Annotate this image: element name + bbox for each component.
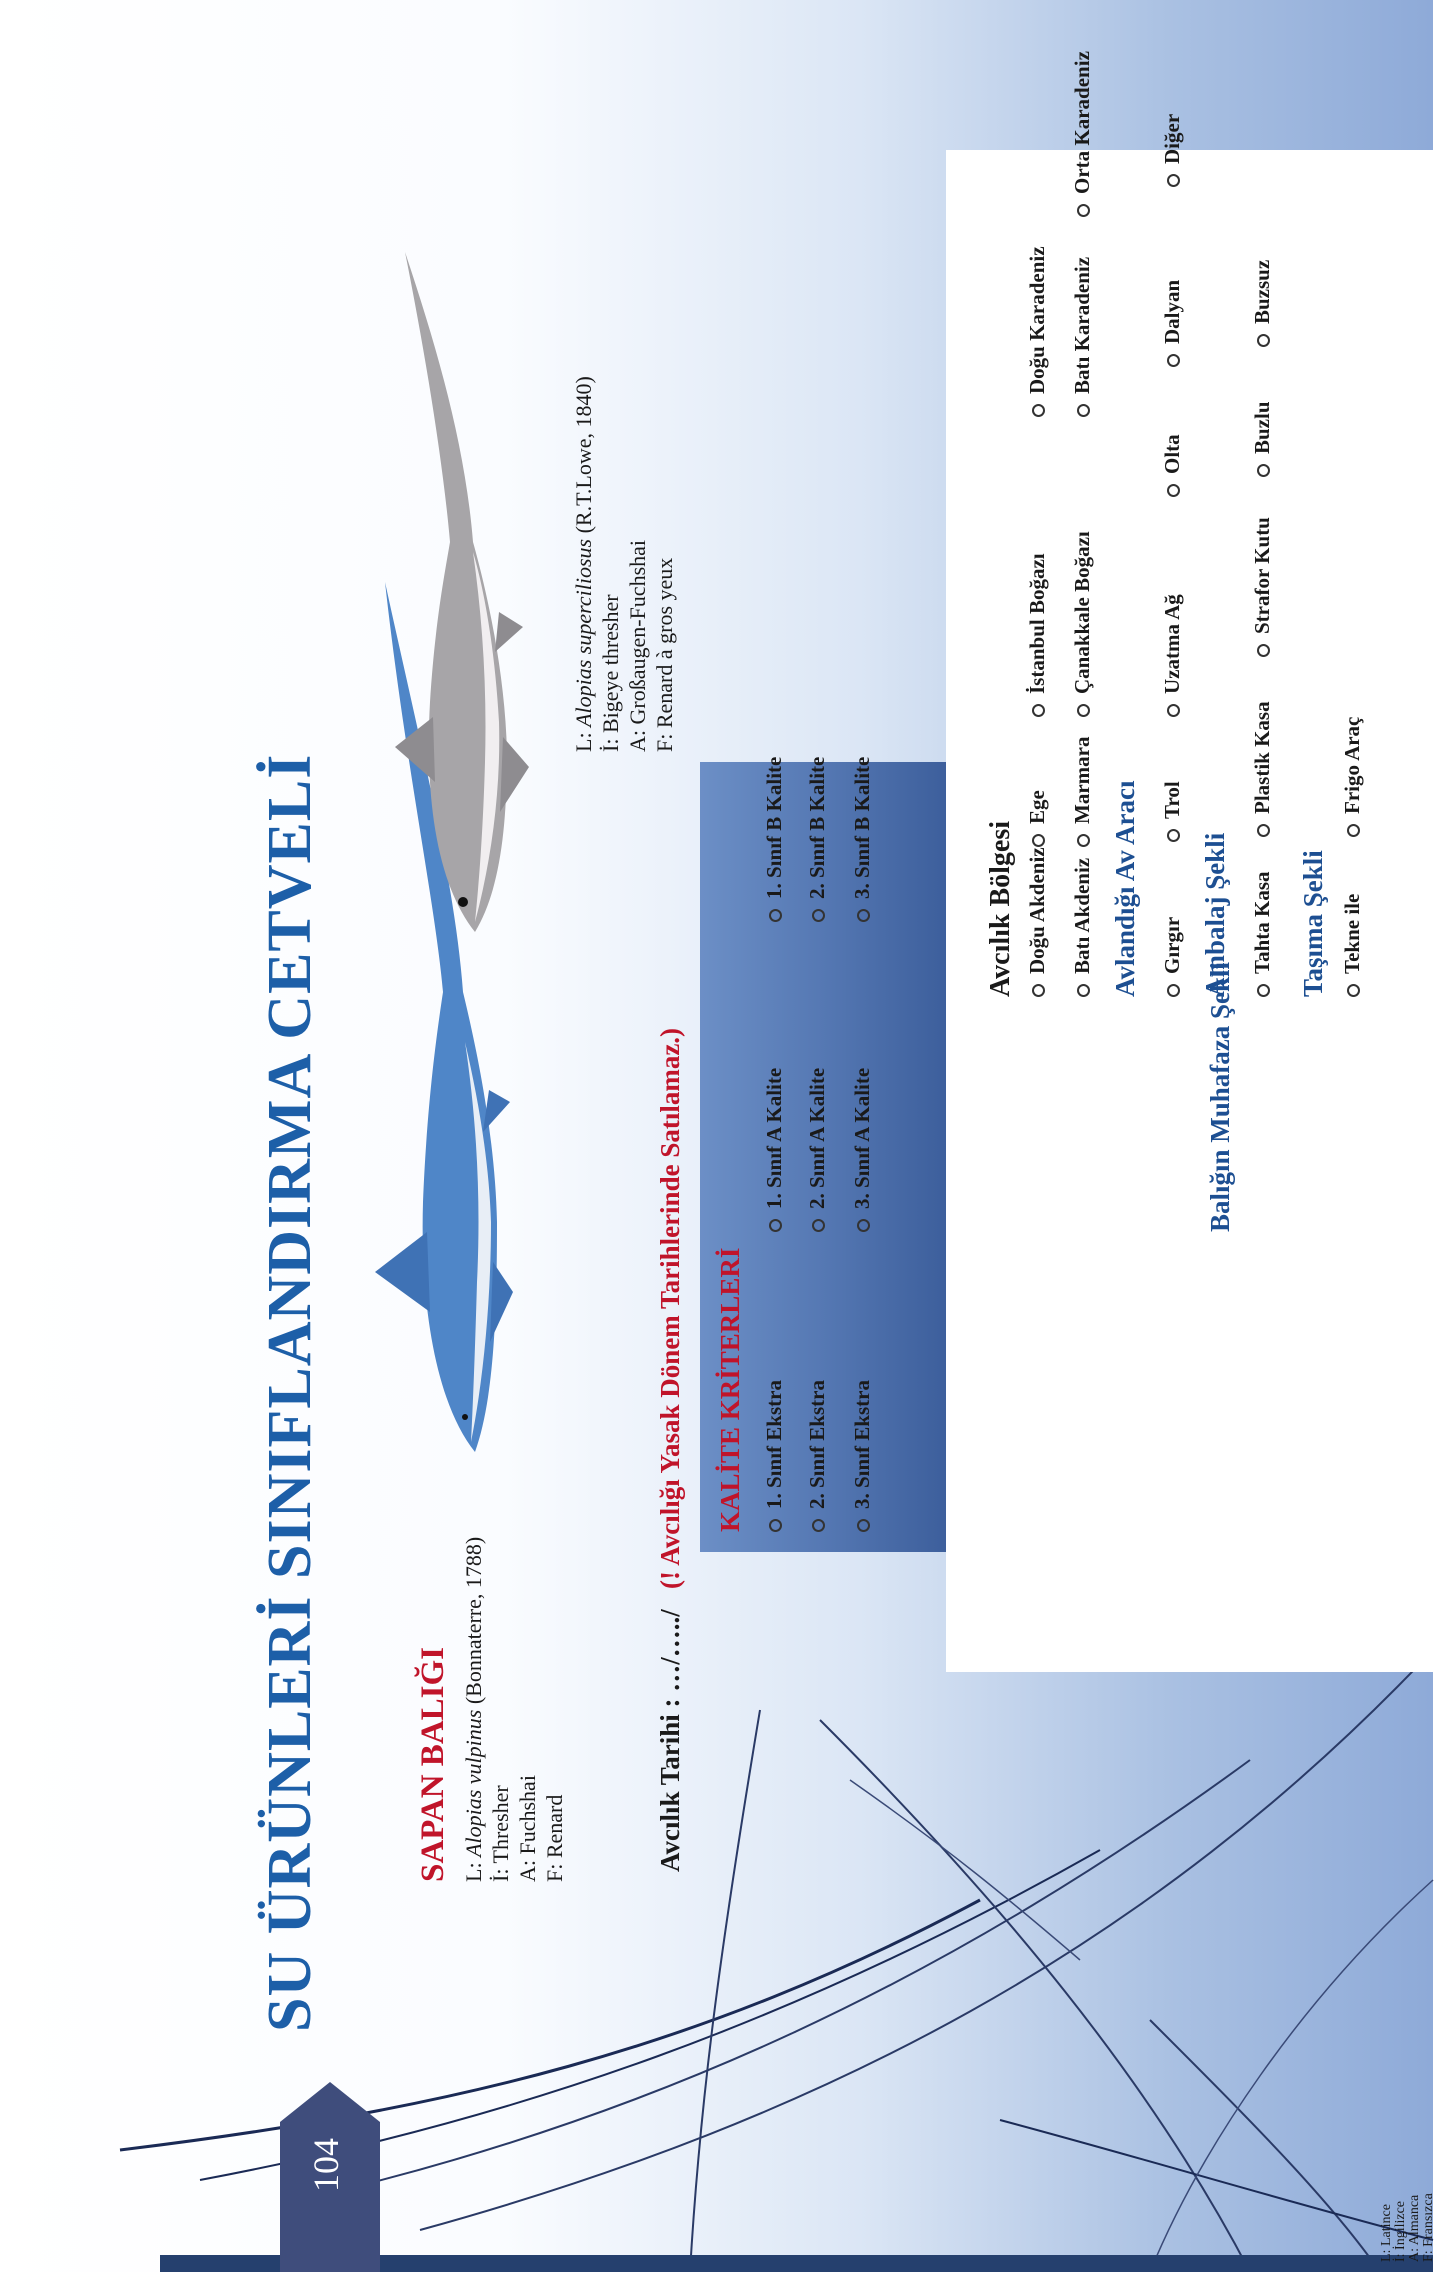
gear-row <box>1160 0 1196 997</box>
catch-date-warning: (! Avcılığı Yasak Dönem Tarihlerinde Satılamaz.) <box>655 1027 685 1589</box>
quality-row <box>805 532 841 1532</box>
checkbox-option[interactable] <box>1025 790 1050 847</box>
option-label: Çanakkale Boğazı <box>1070 531 1094 694</box>
checkbox-option[interactable] <box>1160 114 1185 187</box>
option-label: Diğer <box>1160 113 1184 164</box>
checkbox-option[interactable] <box>1070 51 1095 217</box>
legend-german: A: Almanca <box>1407 2194 1422 2262</box>
checkbox-option[interactable] <box>1250 401 1275 477</box>
packaging-row <box>1250 0 1286 997</box>
quality-option[interactable]: 1. Sınıf Ekstra <box>762 1380 787 1532</box>
species2-english-name: İ: Bigeye thresher <box>598 594 623 752</box>
quality-option[interactable]: 1. Sınıf B Kalite <box>762 757 787 922</box>
checkbox-option[interactable] <box>1340 717 1365 837</box>
option-label: 3. Sınıf Ekstra <box>850 1380 874 1509</box>
page-number: 104 <box>306 2138 346 2192</box>
checkbox-option[interactable] <box>1070 737 1095 847</box>
checkbox-option[interactable] <box>1025 246 1050 417</box>
option-label: Tahta Kasa <box>1250 871 1274 974</box>
checkbox-option[interactable] <box>1160 781 1185 842</box>
preservation-heading: Balığın Muhafaza Şekli <box>1205 961 1235 1232</box>
option-label: Marmara <box>1070 736 1094 824</box>
quality-criteria-heading: KALİTE KRİTERLERİ <box>715 1247 745 1532</box>
region-row <box>1025 0 1061 997</box>
species2-latin-name: L: Alopias superciliosus (R.T.Lowe, 1840) <box>571 376 596 752</box>
legend-english: İ: İngilizce <box>1393 2200 1408 2262</box>
quality-row <box>762 752 798 1532</box>
option-label: Tekne ile <box>1340 893 1364 974</box>
packaging-heading: Ambalaj Şekli <box>1200 832 1230 997</box>
legend-french: F: Fransızca <box>1421 2193 1436 2262</box>
species-name: SAPAN BALIĞI <box>415 1646 451 1882</box>
checkbox-option[interactable] <box>805 757 830 922</box>
checkbox-option[interactable] <box>850 1380 875 1532</box>
checkbox-option[interactable] <box>1250 701 1275 837</box>
german-name: A: Fuchshai <box>515 1775 540 1882</box>
option-label: Doğu Karadeniz <box>1025 246 1049 394</box>
option-label: Orta Karadeniz <box>1070 51 1094 194</box>
option-label: Frigo Araç <box>1340 716 1364 814</box>
checkbox-option[interactable] <box>805 1380 830 1532</box>
option-label: Ege <box>1025 790 1049 824</box>
option-label: Dalyan <box>1160 279 1184 344</box>
gear-heading: Avlandığı Av Aracı <box>1110 780 1140 997</box>
species-info <box>460 1537 568 1882</box>
option-label: Strafor Kutu <box>1250 517 1274 634</box>
quality-option[interactable]: 1. Sınıf A Kalite <box>762 1068 787 1232</box>
option-label: Trol <box>1160 781 1184 819</box>
checkbox-option[interactable] <box>1070 858 1095 997</box>
option-label: Buzsuz <box>1250 259 1274 324</box>
option-label: Batı Karadeniz <box>1070 256 1094 394</box>
option-label: Plastik Kasa <box>1250 701 1274 814</box>
catch-date <box>655 1028 686 1872</box>
checkbox-option[interactable] <box>1160 434 1185 497</box>
bigeye-thresher-shark-illustration <box>395 242 535 942</box>
checkbox-option[interactable] <box>1250 871 1275 997</box>
option-label: 2. Sınıf Ekstra <box>805 1380 829 1509</box>
species2-german-name: A: Großaugen-Fuchshai <box>625 539 650 752</box>
checkbox-option[interactable] <box>1160 594 1185 717</box>
option-label: 3. Sınıf A Kalite <box>850 1067 874 1209</box>
checkbox-option[interactable] <box>1160 917 1185 997</box>
option-label: Doğu Akdeniz <box>1025 847 1049 974</box>
checkbox-option[interactable] <box>1025 847 1050 997</box>
option-label: 3. Sınıf B Kalite <box>850 756 874 899</box>
quality-row <box>850 532 886 1532</box>
french-name: F: Renard <box>542 1794 567 1882</box>
checkbox-option[interactable] <box>1070 257 1095 417</box>
checkbox-option[interactable] <box>805 1068 830 1232</box>
species2-info <box>570 376 678 752</box>
catch-date-label: Avcılık Tarihi : …/…../ <box>655 1609 685 1872</box>
page-title: SU ÜRÜNLERİ SINIFLANDIRMA CETVELİ <box>256 753 324 2032</box>
transport-heading: Taşıma Şekli <box>1298 850 1328 997</box>
english-name: İ: Thresher <box>488 1785 513 1882</box>
transport-row <box>1340 0 1376 997</box>
option-label: Batı Akdeniz <box>1070 857 1094 974</box>
latin-name: L: Alopias vulpinus (Bonnaterre, 1788) <box>461 1536 486 1882</box>
option-label: İstanbul Boğazı <box>1025 553 1049 694</box>
region-heading: Avcılık Bölgesi <box>985 820 1016 997</box>
option-label: Olta <box>1160 434 1184 474</box>
species2-french-name: F: Renard à gros yeux <box>652 557 677 752</box>
option-label: Gırgır <box>1160 916 1184 974</box>
region-row <box>1070 0 1106 997</box>
checkbox-option[interactable] <box>1340 894 1365 997</box>
legend-latin: L: Latince <box>1379 2204 1394 2262</box>
checkbox-option[interactable] <box>850 1068 875 1232</box>
option-label: Buzlu <box>1250 401 1274 454</box>
checkbox-option[interactable] <box>1250 517 1275 657</box>
option-label: 2. Sınıf A Kalite <box>805 1067 829 1209</box>
checkbox-option[interactable] <box>850 757 875 922</box>
checkbox-option[interactable] <box>1025 553 1050 717</box>
checkbox-option[interactable] <box>1250 260 1275 347</box>
language-legend <box>1380 2193 1436 2262</box>
option-label: Uzatma Ağ <box>1160 594 1184 694</box>
checkbox-option[interactable] <box>1070 531 1095 717</box>
option-label: 2. Sınıf B Kalite <box>805 756 829 899</box>
checkbox-option[interactable] <box>1160 280 1185 367</box>
